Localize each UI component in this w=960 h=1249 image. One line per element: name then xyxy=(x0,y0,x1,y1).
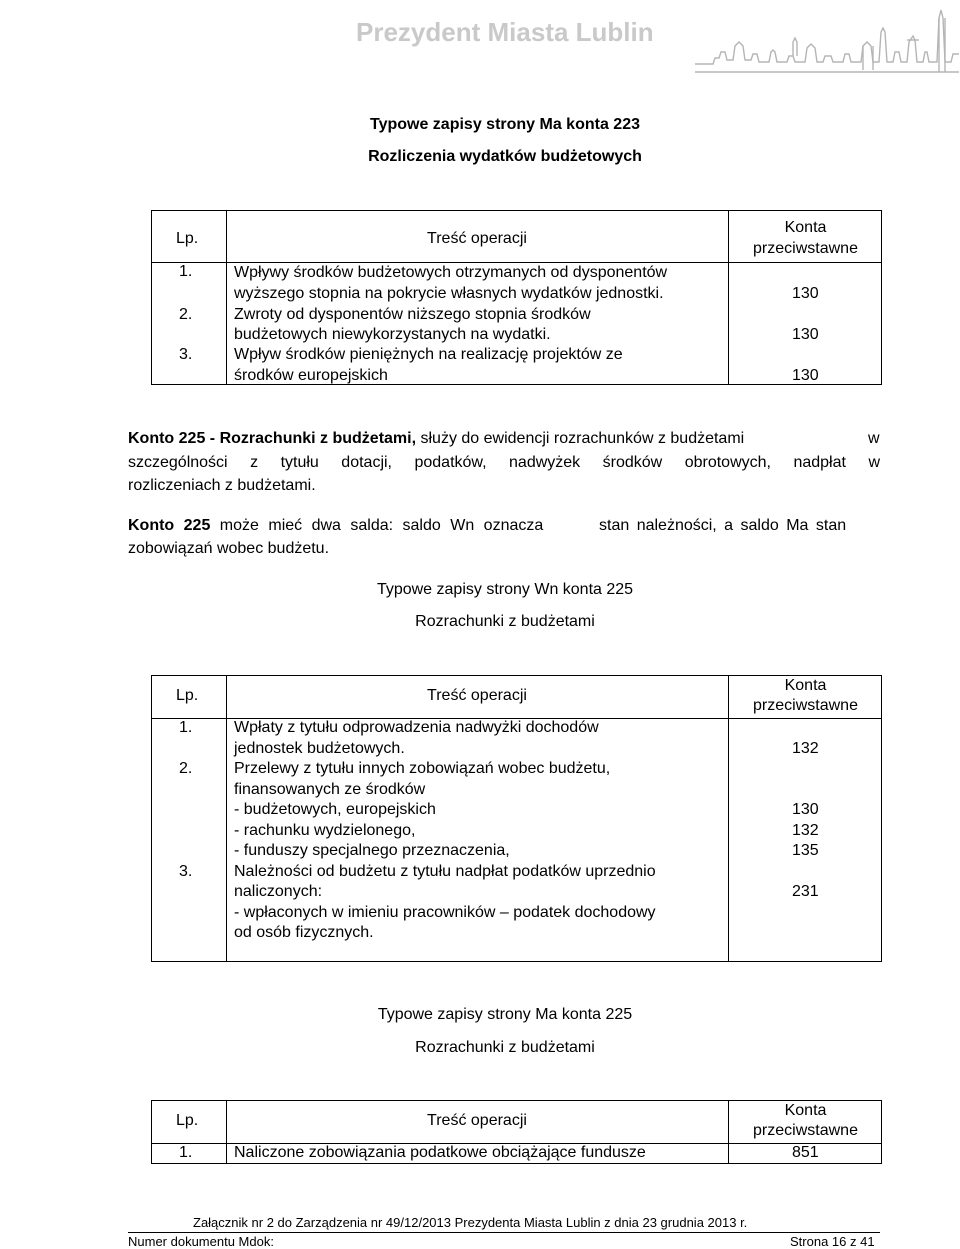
op-line: Naliczone zobowiązania podatkowe obciążające fundusze xyxy=(234,1144,646,1161)
paragraph-text: rozliczeniach z budżetami. xyxy=(128,477,316,494)
section3-subtitle: Rozrachunki z budżetami xyxy=(415,1039,595,1056)
footer-doc-number: Numer dokumentu Mdok: xyxy=(128,1234,274,1249)
row-lp: 3. xyxy=(179,863,193,880)
op-line: budżetowych niewykorzystanych na wydatki. xyxy=(234,326,551,343)
col-op-header: Treść operacji xyxy=(427,230,527,247)
table-ma-225 xyxy=(151,1100,882,1164)
paragraph-dash: - xyxy=(209,430,216,447)
konta-value: 231 xyxy=(792,883,819,900)
paragraph-bold: Konto 225 xyxy=(128,517,211,534)
col-konta-header: przeciwstawne xyxy=(753,240,858,257)
op-line: od osób fizycznych. xyxy=(234,924,374,941)
paragraph-text: zobowiązań wobec budżetu. xyxy=(128,540,330,557)
op-line: - funduszy specjalnego przeznaczenia, xyxy=(234,842,510,859)
row-lp: 1. xyxy=(179,1144,193,1161)
konta-value: 132 xyxy=(792,740,819,757)
col-konta-header: przeciwstawne xyxy=(753,1122,858,1139)
section1-subtitle: Rozliczenia wydatków budżetowych xyxy=(368,148,642,165)
paragraph-text: służy do ewidencji rozrachunków z budżetami xyxy=(420,430,745,447)
op-line: Zwroty od dysponentów niższego stopnia środków xyxy=(234,306,591,323)
konta-value: 132 xyxy=(792,822,819,839)
op-line: Wpłaty z tytułu odprowadzenia nadwyżki dochodów xyxy=(234,719,599,736)
col-konta-header: Konta xyxy=(784,219,827,236)
konta-value: 130 xyxy=(792,326,819,343)
paragraph-text: może mieć dwa salda: saldo Wn oznacza xyxy=(219,517,544,534)
op-line: finansowanych ze środków xyxy=(234,781,426,798)
paragraph-text: szczególności z tytułu dotacji, podatków, nadwyżek środków obrotowych, nadpłat w xyxy=(128,454,880,471)
footer-page-number: Strona 16 z 41 xyxy=(790,1234,875,1249)
section2-subtitle: Rozrachunki z budżetami xyxy=(415,613,595,630)
op-line: - wpłaconych w imieniu pracowników – podatek dochodowy xyxy=(234,904,656,921)
section2-title: Typowe zapisy strony Wn konta 225 xyxy=(376,581,634,598)
konta-value: 130 xyxy=(792,801,819,818)
op-line: środków europejskich xyxy=(234,367,388,384)
op-line: jednostek budżetowych. xyxy=(234,740,405,757)
col-lp-header: Lp. xyxy=(176,230,199,247)
footer-divider xyxy=(128,1232,880,1233)
row-lp: 1. xyxy=(179,263,193,280)
konta-value: 130 xyxy=(792,285,819,302)
col-konta-header: przeciwstawne xyxy=(753,697,858,714)
op-line: Należności od budżetu z tytułu nadpłat podatków uprzednio xyxy=(234,863,656,880)
op-line: Wpływy środków budżetowych otrzymanych od dysponentów xyxy=(234,264,668,281)
paragraph-bold: Rozrachunki z budżetami, xyxy=(219,430,417,447)
city-skyline-logo xyxy=(693,2,960,80)
col-konta-header: Konta xyxy=(784,1102,827,1119)
col-lp-header: Lp. xyxy=(176,687,199,704)
footer-attachment: Załącznik nr 2 do Zarządzenia nr 49/12/2013 Prezydenta Miasta Lublin z dnia 23 grudnia 2013 r. xyxy=(193,1215,748,1230)
col-lp-header: Lp. xyxy=(176,1112,199,1129)
table-ma-223 xyxy=(151,210,882,385)
row-lp: 2. xyxy=(179,306,193,323)
konta-value: 130 xyxy=(792,367,819,384)
op-line: naliczonych: xyxy=(234,883,323,900)
row-lp: 2. xyxy=(179,760,193,777)
header-title: Prezydent Miasta Lublin xyxy=(356,17,654,47)
col-op-header: Treść operacji xyxy=(427,1112,527,1129)
table-wn-225 xyxy=(151,675,882,962)
row-lp: 1. xyxy=(179,719,193,736)
konta-value: 851 xyxy=(792,1144,819,1161)
konta-value: 135 xyxy=(792,842,819,859)
paragraph-text: stan należności, a saldo Ma stan xyxy=(599,517,847,534)
row-lp: 3. xyxy=(179,346,193,363)
op-line: Wpływ środków pieniężnych na realizację projektów ze xyxy=(234,346,623,363)
section3-title: Typowe zapisy strony Ma konta 225 xyxy=(377,1006,633,1023)
op-line: - rachunku wydzielonego, xyxy=(234,822,416,839)
op-line: - budżetowych, europejskich xyxy=(234,801,436,818)
paragraph-bold: Konto 225 xyxy=(128,430,206,447)
section1-title: Typowe zapisy strony Ma konta 223 xyxy=(369,116,640,133)
op-line: wyższego stopnia na pokrycie własnych wydatków jednostki. xyxy=(234,285,664,302)
paragraph-text: w xyxy=(868,430,880,447)
col-op-header: Treść operacji xyxy=(427,687,527,704)
op-line: Przelewy z tytułu innych zobowiązań wobec budżetu, xyxy=(234,760,611,777)
col-konta-header: Konta xyxy=(784,677,827,694)
